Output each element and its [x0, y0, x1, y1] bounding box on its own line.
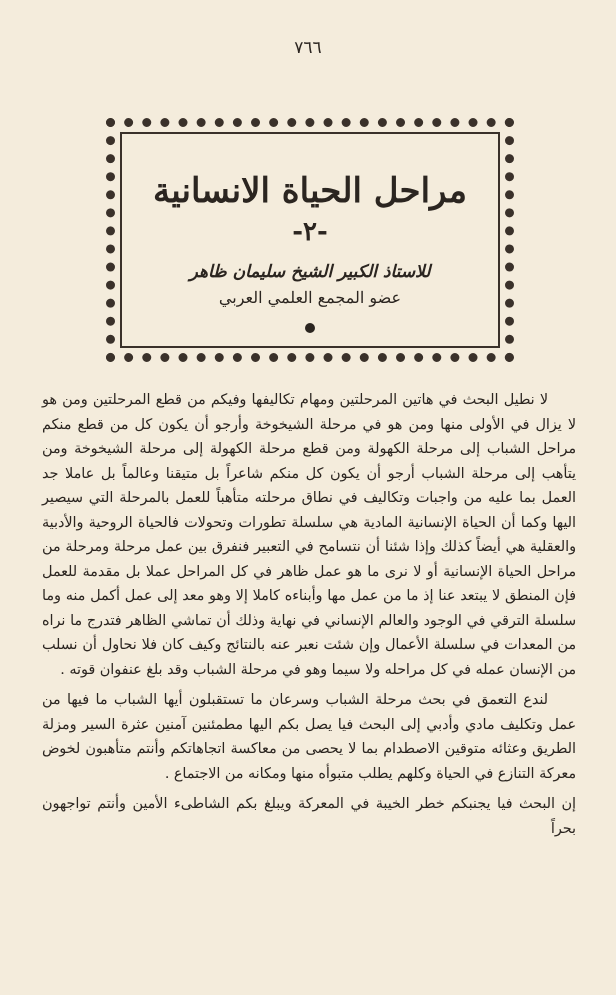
author-name: للاستاذ الكبير الشيخ سليمان ظاهر	[189, 262, 431, 282]
title-block	[133, 145, 487, 335]
dot-ornament	[305, 323, 315, 333]
author-role: عضو المجمع العلمي العربي	[218, 288, 402, 307]
article-body	[42, 388, 576, 841]
title-ornamental-frame	[106, 118, 514, 362]
article-part-number: -٢-	[292, 217, 328, 247]
paragraph: إن البحث فيا يجنبكم خطر الخيبة في المعركة ويبلغ بكم الشاطىء الأمين وأنتم تواجهون بحراً	[42, 796, 576, 837]
paragraph: لا نطيل البحث في هاتين المرحلتين ومهام تكاليفها وفيكم من قطع المرحلتين ومن هو لا يزال في الأولى منها ومن هو في مرحلة الشيخوخة وأرجو أن يكون كل من قطع منكم مراحل الشباب إلى مرحلة الكهولة ومن قطع مرحلة الكهولة إلى مرحلة الشيخوخة ومن يتأهب إلى مرحلة الشباب أرجو أن يكون كل منكم شاعراً بل متيقنا وعالماً بل عاملا جد العمل بما عليه من واجبات وتكاليف في نطاق مرحلته متأهباً للعمل بالمرحلة التي سيصير اليها وكما أن الحياة الإنسانية المادية هي سلسلة تطورات وتحولات فالحياة الروحية والأدبية والعقلية هي أيضاً كذلك وإذا شئنا أن نتسامح في التعبير فنفرق بين عمل مرحلة ومرحلة من مراحل الحياة الإنسانية أو لا نرى ما هو عمل ظاهر في كل المراحل عملا بل مقدمة للعمل فإن المنطق لا يبتعد عنا إذ ما من عمل مها وأبناءه كاملا إلا وهو معد إلى عمل أكمل منه وما سلسلة الترقي في الوجود والعالم الإنساني في نهاية وذلك أن تماشي الظاهر فتدرج ما نراه من المعدات في سلسلة الأعمال وإن شئت نعبر عنه بالنتائج وكيف كان فلا نحاول أن نسلب من الإنسان عمله في كل مراحله ولا سيما وهو في مرحلة الشباب وقد بلغ عنفوان قوته .	[42, 392, 576, 678]
paragraph: لندع التعمق في بحث مرحلة الشباب وسرعان ما تستقبلون أيها الشباب ما فيها من عمل وتكليف مادي وأدبي إلى البحث فيا يصل بكم اليها مطمئنين آمنين عثرة السير ومزلة الطريق وعثائه متوقين الاصطدام بما لا يحصى من معاكسة اتجاهاتكم وأنتم متأهبون لخوض معركة التنازع في الحياة وكلهم يطلب متبوأه منها ومكانه من الاجتماع .	[42, 692, 576, 782]
article-title: مراحل الحياة الانسانية	[153, 171, 467, 211]
page-number: ٧٦٦	[294, 38, 322, 58]
